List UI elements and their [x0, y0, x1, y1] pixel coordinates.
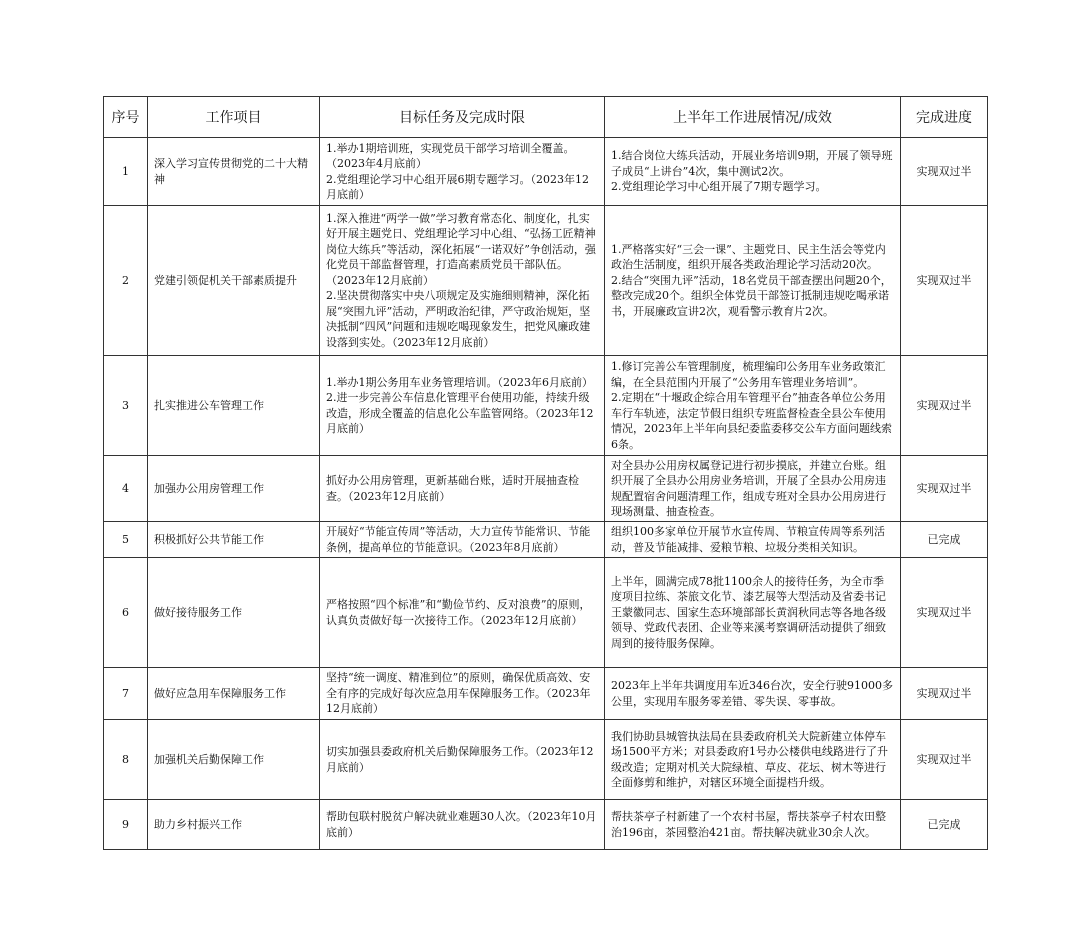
target-line: 开展好“节能宣传周”等活动，大力宣传节能常识、节能条例，提高单位的节能意识。（2023年8月底前）	[326, 525, 591, 554]
header-serial-number: 序号	[104, 97, 148, 138]
row-status: 实现双过半	[901, 558, 988, 668]
progress-line: 组织100多家单位开展节水宣传周、节粮宣传周等系列活动，普及节能减排、爱粮节粮、垃圾分类相关知识。	[611, 525, 885, 554]
row-work-item: 做好接待服务工作	[148, 558, 320, 668]
work-progress-table	[103, 96, 988, 850]
row-targets	[320, 522, 605, 558]
progress-line: 1.修订完善公车管理制度，梳理编印公务用车业务政策汇编，在全县范围内开展了“公务用车管理业务培训”。	[611, 360, 886, 389]
row-status: 实现双过半	[901, 720, 988, 800]
progress-line: 2.党组理论学习中心组开展了7期专题学习。	[611, 180, 827, 194]
row-work-item: 扎实推进公车管理工作	[148, 356, 320, 456]
row-targets	[320, 800, 605, 850]
row-status: 实现双过半	[901, 668, 988, 720]
row-targets	[320, 558, 605, 668]
row-work-item: 加强办公用房管理工作	[148, 456, 320, 522]
target-line: 1.举办1期培训班，实现党员干部学习培训全覆盖。（2023年4月底前）	[326, 141, 575, 170]
row-progress	[605, 456, 901, 522]
row-targets	[320, 356, 605, 456]
row-number: 6	[104, 558, 148, 668]
progress-line: 2.结合“突围九评”活动，18名党员干部查摆出问题20个，整改完成20个。组织全体党员干部签订抵制违规吃喝承诺书，开展廉政宣讲2次，观看警示教育片2次。	[611, 273, 892, 318]
row-number: 3	[104, 356, 148, 456]
row-progress	[605, 206, 901, 356]
table-row	[104, 356, 988, 456]
row-status: 已完成	[901, 522, 988, 558]
target-line: 严格按照“四个标准”和“勤俭节约、反对浪费”的原则，认真负责做好每一次接待工作。（2023年12月底前）	[326, 598, 591, 627]
row-progress	[605, 356, 901, 456]
target-line: 帮助包联村脱贫户解决就业难题30人次。（2023年10月底前）	[326, 810, 597, 839]
row-progress	[605, 720, 901, 800]
row-progress	[605, 138, 901, 206]
table-row	[104, 456, 988, 522]
row-number: 9	[104, 800, 148, 850]
row-progress	[605, 558, 901, 668]
row-number: 1	[104, 138, 148, 206]
progress-line: 2023年上半年共调度用车近346台次，安全行驶91000多公里，实现用车服务零差错、零失误、零事故。	[611, 679, 893, 708]
target-line: 2.进一步完善公车信息化管理平台使用功能，持续升级改造，形成全覆盖的信息化公车监管网络。（2023年12月底前）	[326, 391, 594, 435]
table-row	[104, 558, 988, 668]
row-work-item: 加强机关后勤保障工作	[148, 720, 320, 800]
progress-line: 1.严格落实好“三会一课”、主题党日、民主生活会等党内政治生活制度，组织开展各类政治理论学习活动20次。	[611, 242, 886, 272]
row-number: 7	[104, 668, 148, 720]
header-work-item: 工作项目	[148, 97, 320, 138]
target-line: 抓好办公用房管理，更新基础台账，适时开展抽查检查。（2023年12月底前）	[326, 474, 579, 503]
table-row	[104, 522, 988, 558]
row-number: 4	[104, 456, 148, 522]
table-row	[104, 206, 988, 356]
row-number: 8	[104, 720, 148, 800]
target-line: 2.坚决贯彻落实中央八项规定及实施细则精神，深化拓展“突围九评”活动，严明政治纪律，严守政治规矩，坚决抵制“四风”问题和违规吃喝现象发生，把党风廉政建设落到实处。（2023年12月底前）	[326, 289, 591, 349]
header-targets-deadline: 目标任务及完成时限	[320, 97, 605, 138]
header-progress-results: 上半年工作进展情况/成效	[605, 97, 901, 138]
target-line: 坚持“统一调度、精准到位”的原则，确保优质高效、安全有序的完成好每次应急用车保障服务工作。（2023年12月底前）	[326, 671, 591, 716]
row-progress	[605, 800, 901, 850]
target-line: 1.举办1期公务用车业务管理培训。（2023年6月底前）	[326, 375, 593, 389]
row-status: 实现双过半	[901, 138, 988, 206]
row-status: 已完成	[901, 800, 988, 850]
row-targets	[320, 720, 605, 800]
row-work-item: 做好应急用车保障服务工作	[148, 668, 320, 720]
row-progress	[605, 522, 901, 558]
progress-line: 帮扶茶亭子村新建了一个农村书屋，帮扶茶亭子村农田整治196亩，茶园整治421亩。帮扶解决就业30余人次。	[611, 810, 886, 839]
target-line: 2.党组理论学习中心组开展6期专题学习。（2023年12月底前）	[326, 172, 589, 201]
row-number: 2	[104, 206, 148, 356]
table-header-row	[104, 97, 988, 138]
table-row	[104, 668, 988, 720]
table-row	[104, 720, 988, 800]
row-work-item: 深入学习宣传贯彻党的二十大精神	[148, 138, 320, 206]
progress-line: 我们协助县城管执法局在县委政府机关大院新建立体停车场1500平方米；对县委政府1号办公楼供电线路进行了升级改造；定期对机关大院绿植、草皮、花坛、树木等进行全面修剪和维护，对辖区环境全面提档升级。	[611, 729, 888, 789]
row-work-item: 积极抓好公共节能工作	[148, 522, 320, 558]
row-work-item: 党建引领促机关干部素质提升	[148, 206, 320, 356]
row-status: 实现双过半	[901, 206, 988, 356]
progress-line: 2.定期在“十堰政企综合用车管理平台”抽查各单位公务用车行车轨迹，法定节假日组织专班监督检查全县公车使用情况，2023年上半年向县纪委监委移交公车方面问题线索6条。	[611, 391, 892, 451]
header-completion-status: 完成进度	[901, 97, 988, 138]
table-row	[104, 138, 988, 206]
progress-line: 对全县办公用房权属登记进行初步摸底，并建立台账。组织开展了全县办公用房业务培训，开展了全县办公用房违规配置宿舍问题清理工作，组成专班对全县办公用房进行现场测量、抽查检查。	[611, 458, 886, 518]
row-targets	[320, 138, 605, 206]
row-number: 5	[104, 522, 148, 558]
target-line: 1.深入推进“两学一做”学习教育常态化、制度化，扎实好开展主题党日、党组理论学习中心组、“弘扬工匠精神 岗位大练兵”等活动，深化拓展“一诺双好”争创活动，强化党员干部监督管理，打造高素质党员干部队伍。（2023年12月底前）	[326, 211, 596, 287]
row-targets	[320, 206, 605, 356]
row-progress	[605, 668, 901, 720]
table-row	[104, 800, 988, 850]
progress-line: 1.结合岗位大练兵活动，开展业务培训9期，开展了领导班子成员“上讲台”4次，集中测试2次。	[611, 149, 893, 178]
target-line: 切实加强县委政府机关后勤保障服务工作。（2023年12月底前）	[326, 745, 594, 774]
row-work-item: 助力乡村振兴工作	[148, 800, 320, 850]
row-status: 实现双过半	[901, 356, 988, 456]
row-targets	[320, 668, 605, 720]
row-status: 实现双过半	[901, 456, 988, 522]
progress-line: 上半年，圆满完成78批1100余人的接待任务，为全市季度项目拉练、茶旅文化节、漆艺展等大型活动及省委书记王蒙徽同志、国家生态环境部部长黄润秋同志等各地各级领导、党政代表团、企业等来溪考察调研活动提供了细致周到的接待服务保障。	[611, 574, 886, 650]
row-targets	[320, 456, 605, 522]
